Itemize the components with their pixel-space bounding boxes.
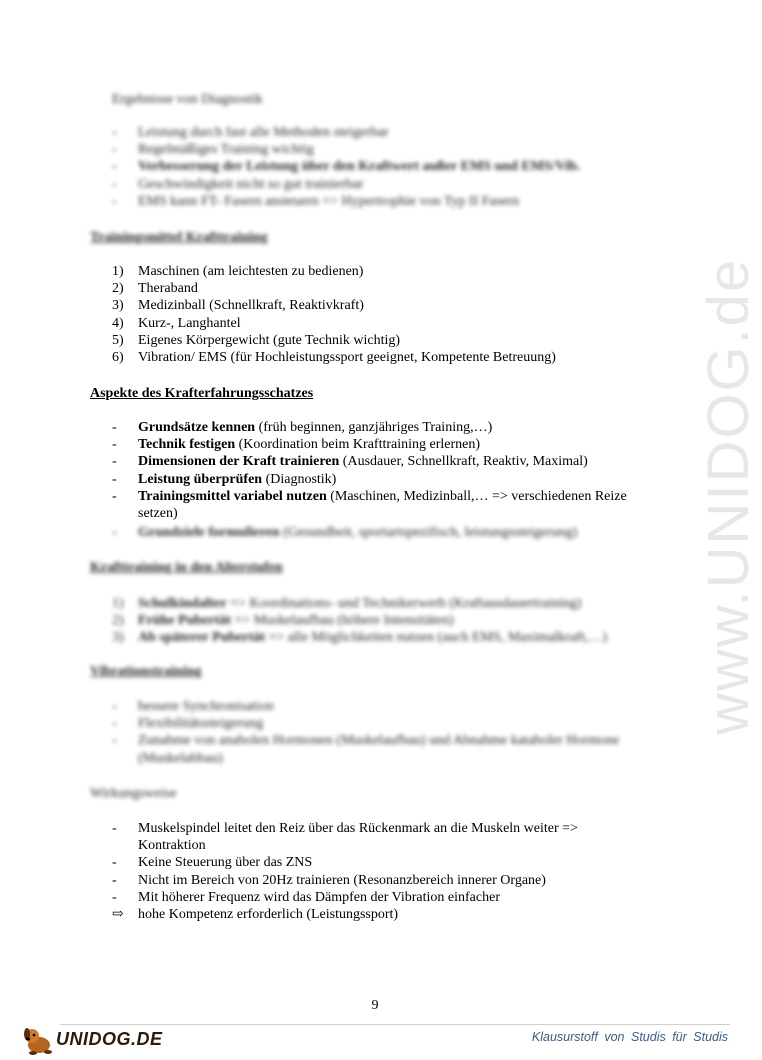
ergebnisse-list [112, 124, 580, 210]
section-heading-alterstufen: Krafttraining in den Alterstufen [90, 560, 283, 575]
logo-text: UNIDOG.DE [56, 1029, 163, 1049]
list-item: - Trainingsmittel variabel nutzen (Maschinen, Medizinball,… => verschiedenen Reize setzen) [112, 488, 627, 522]
list-item: - Leistung überprüfen (Diagnostik) [112, 471, 337, 487]
list-item: 2) Theraband [112, 281, 198, 297]
section-heading-wirkungsweise: Wirkungsweise [90, 786, 177, 801]
list-item: - Flexibilitätssteigerung [112, 716, 264, 732]
list-item: 3) Medizinball (Schnellkraft, Reaktivkraft) [112, 298, 364, 314]
list-item: - bessere Synchronisation [112, 699, 274, 714]
section-heading-vibration: Vibrationstraining [90, 664, 202, 679]
list-item: - Grundsätze kennen (früh beginnen, ganzjähriges Training,…) [112, 420, 493, 435]
list-item: 2) Frühe Pubertät => Muskelaufbau (höhere Intensitäten) [112, 613, 454, 629]
watermark-text: www.UNIDOG.de [696, 257, 761, 735]
aspekte-list [112, 419, 632, 522]
list-item: - EMS kann FT- Fasern ansteuern => Hypertrophie von Typ II Fasern [112, 193, 520, 209]
watermark [655, 257, 761, 735]
list-item: 4) Kurz-, Langhantel [112, 315, 241, 331]
list-item: 1) Maschinen (am leichtesten zu bedienen) [112, 264, 364, 279]
list-item: - Mit höherer Frequenz wird das Dämpfen der Vibration einfacher [112, 889, 500, 905]
list-item: - Muskelspindel leitet den Reiz über das Rückenmark an die Muskeln weiter => Kontraktion [112, 821, 578, 854]
section-heading-trainingsmittel: Trainingsmittel Krafttraining [90, 230, 268, 245]
trainingsmittel-list [112, 263, 556, 366]
list-item: - Nicht im Bereich von 20Hz trainieren (Resonanzbereich innerer Organe) [112, 872, 546, 888]
list-item: 6) Vibration/ EMS (für Hochleistungssport geeignet, Kompetente Betreuung) [112, 350, 556, 366]
list-item: 1) Schulkindalter => Koordinations- und Technikerwerb (Kraftausdauertraining) [112, 596, 582, 611]
footer-tagline: Klausurstoff von Studis für Studis [531, 1030, 728, 1044]
section-heading-ergebnisse: Ergebnisse von Diagnostik [112, 92, 263, 107]
vibration-list [112, 698, 652, 767]
footer-divider [60, 1024, 730, 1025]
list-item: - Leistung durch fast alle Methoden steigerbar [112, 125, 389, 140]
list-item: - Keine Steuerung über das ZNS [112, 855, 313, 871]
list-item: - Geschwindigkeit nicht so gut trainierbar [112, 176, 364, 192]
unidog-logo [22, 1026, 162, 1056]
list-item: - Technik festigen (Koordination beim Krafttraining erlernen) [112, 437, 481, 453]
alterstufen-list [112, 595, 607, 647]
list-item: - Grundziele formulieren (Gesundheit, sportartspezifisch, leistungssteigerung) [112, 525, 578, 540]
wirkungsweise-list [112, 820, 632, 923]
list-item: - Regelmäßiges Training wichtig [112, 142, 314, 158]
list-item: - Verbesserung der Leistung über den Kraftwert außer EMS und EMS/Vib. [112, 159, 581, 175]
dog-icon [22, 1026, 56, 1056]
list-item: ⇨ hohe Kompetenz erforderlich (Leistungssport) [112, 907, 399, 923]
list-item: 3) Ab späterer Pubertät => alle Möglichkeiten nutzen (auch EMS, Maximalkraft,…) [112, 630, 608, 646]
section-heading-aspekte: Aspekte des Krafterfahrungsschatzes [90, 386, 314, 401]
list-item: 5) Eigenes Körpergewicht (gute Technik wichtig) [112, 332, 401, 348]
list-item: - Dimensionen der Kraft trainieren (Ausdauer, Schnellkraft, Reaktiv, Maximal) [112, 454, 588, 470]
list-item: - Zunahme von anabolen Hormonen (Muskelaufbau) und Abnahme kataboler Hormone (Muskelabbau) [112, 733, 620, 766]
page-number: 9 [371, 998, 379, 1013]
